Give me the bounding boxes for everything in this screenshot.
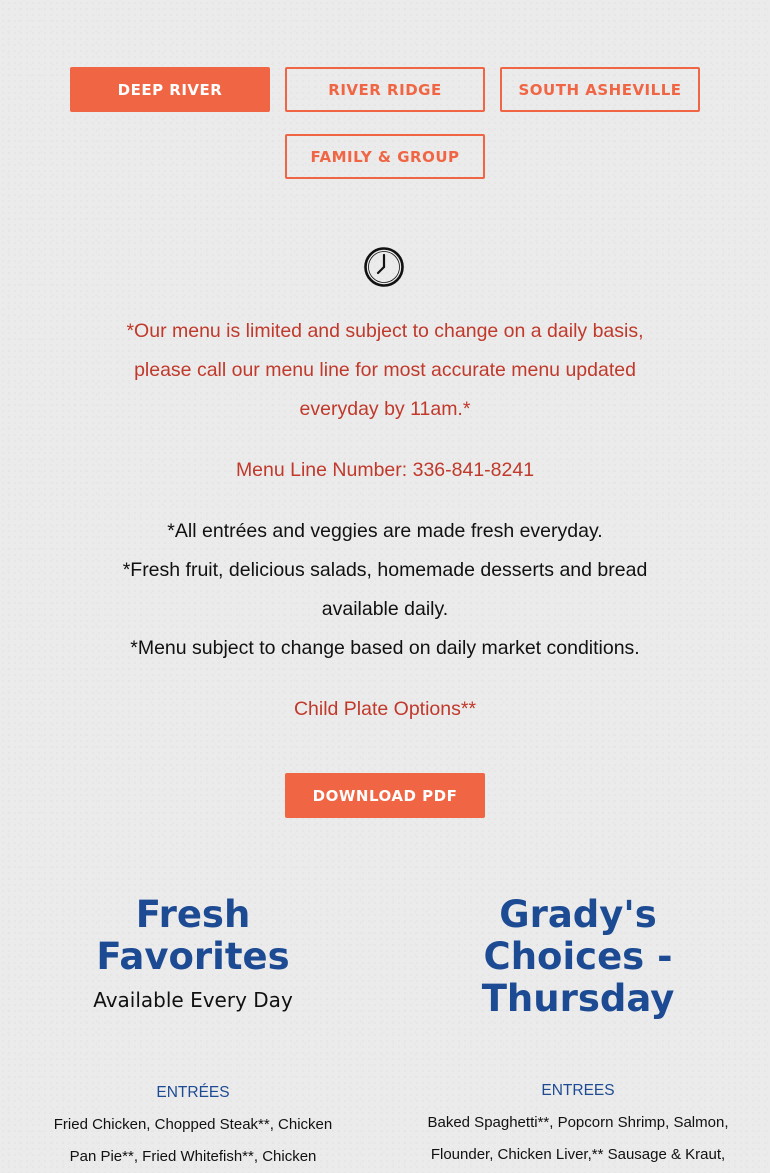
menu-notes (100, 512, 670, 668)
tab-river-ridge[interactable]: RIVER RIDGE (285, 67, 485, 112)
gradys-choices-entrees-heading: ENTREES (541, 1082, 615, 1099)
tab-south-asheville[interactable]: SOUTH ASHEVILLE (500, 67, 700, 112)
gradys-choices-entrees-list: Baked Spaghetti**, Popcorn Shrimp, Salmon, Flounder, Chicken Liver,** Sausage & Kraut, (427, 1114, 729, 1163)
menu-line-number[interactable]: Menu Line Number: 336-841-8241 (235, 459, 535, 481)
note-market-conditions: *Menu subject to change based on daily market conditions. (130, 637, 640, 659)
menu-limited-notice: *Our menu is limited and subject to change on a daily basis, please call our menu line for most accurate menu updated everyday by 11am.* (126, 320, 644, 420)
fresh-favorites-entrees-heading: ENTRÉES (156, 1084, 230, 1101)
fresh-favorites-entrees-list: Fried Chicken, Chopped Steak**, Chicken Pan Pie**, Fried Whitefish**, Chicken (53, 1116, 333, 1165)
gradys-choices-title: Grady's Choices - Thursday (481, 893, 675, 1020)
note-fresh-entrees: *All entrées and veggies are made fresh everyday. (167, 520, 603, 542)
tab-family-group[interactable]: FAMILY & GROUP (285, 134, 485, 179)
child-plate-options-link[interactable]: Child Plate Options** (293, 698, 477, 720)
clock-icon (363, 246, 405, 288)
tab-deep-river[interactable]: DEEP RIVER (70, 67, 270, 112)
note-fresh-fruit: *Fresh fruit, delicious salads, homemade desserts and bread available daily. (122, 559, 648, 620)
fresh-favorites-subtitle: Available Every Day (93, 988, 293, 1012)
fresh-favorites-title: Fresh Favorites (96, 893, 290, 978)
download-pdf-button[interactable]: DOWNLOAD PDF (285, 773, 485, 818)
